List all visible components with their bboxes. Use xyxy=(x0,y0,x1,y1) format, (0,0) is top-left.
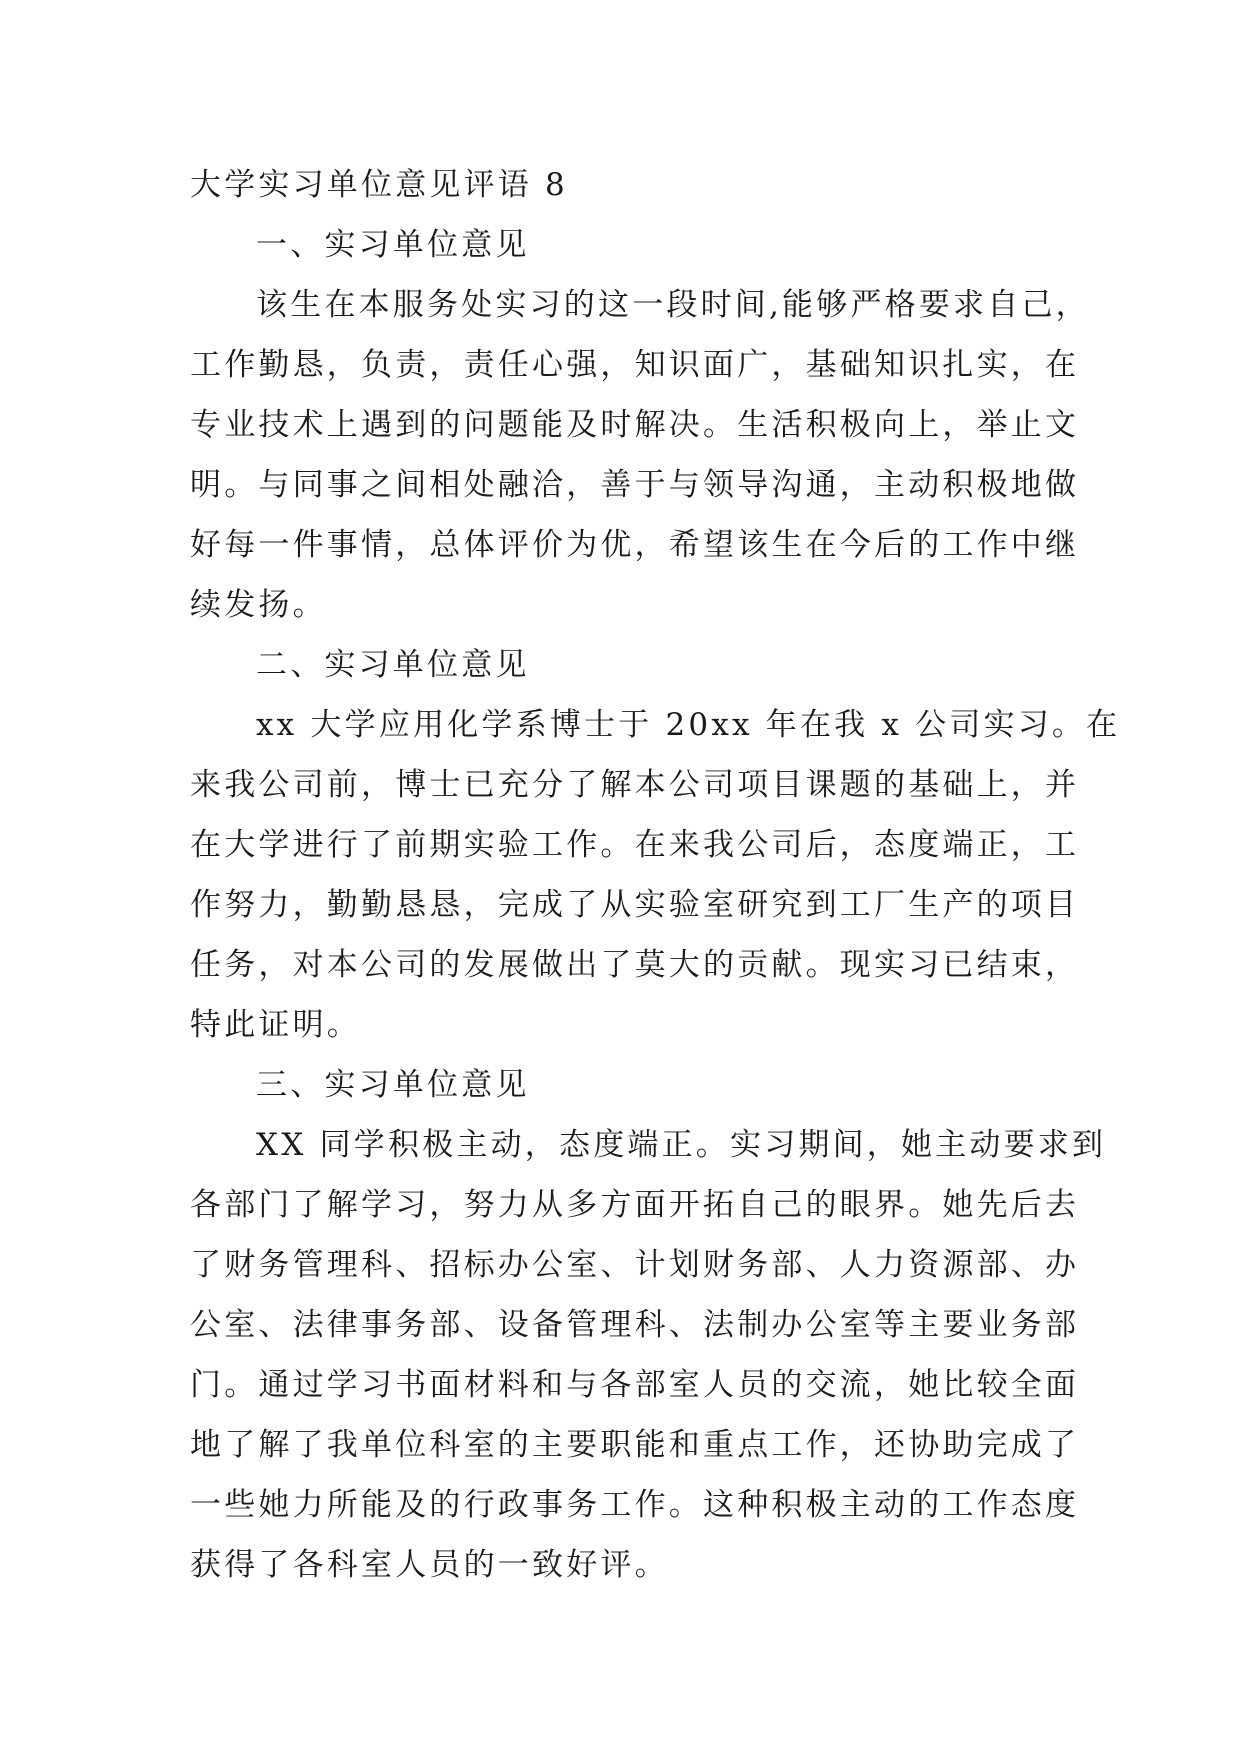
paragraph-line: 专业技术上遇到的问题能及时解决。生活积极向上，举止文 xyxy=(190,407,1080,443)
paragraph-line: 工作勤恳，负责，责任心强，知识面广，基础知识扎实，在 xyxy=(190,347,1080,383)
section-heading: 三、实习单位意见 xyxy=(256,1067,530,1103)
document-title: 大学实习单位意见评语 8 xyxy=(190,167,568,203)
paragraph-line: 该生在本服务处实习的这一段时间,能够严格要求自己， xyxy=(256,287,1090,323)
paragraph-line: 明。与同事之间相处融洽，善于与领导沟通，主动积极地做 xyxy=(190,467,1080,503)
paragraph-line: 作努力，勤勤恳恳，完成了从实验室研究到工厂生产的项目 xyxy=(190,887,1080,923)
paragraph-line: 来我公司前，博士已充分了解本公司项目课题的基础上，并 xyxy=(190,767,1080,803)
paragraph-line: 各部门了解学习，努力从多方面开拓自己的眼界。她先后去 xyxy=(190,1187,1080,1223)
section-heading: 一、实习单位意见 xyxy=(256,227,530,263)
paragraph-line: 在大学进行了前期实验工作。在来我公司后，态度端正，工 xyxy=(190,827,1080,863)
paragraph-line: 获得了各科室人员的一致好评。 xyxy=(190,1547,669,1583)
paragraph-line: 续发扬。 xyxy=(190,587,327,623)
paragraph-line: 公室、法律事务部、设备管理科、法制办公室等主要业务部 xyxy=(190,1307,1080,1343)
paragraph-line: 好每一件事情，总体评价为优，希望该生在今后的工作中继 xyxy=(190,527,1080,563)
paragraph-line: XX 同学积极主动，态度端正。实习期间，她主动要求到 xyxy=(256,1127,1107,1163)
paragraph-line: 任务，对本公司的发展做出了莫大的贡献。现实习已结束， xyxy=(190,947,1080,983)
paragraph-line: 地了解了我单位科室的主要职能和重点工作，还协助完成了 xyxy=(190,1427,1080,1463)
paragraph-line: 特此证明。 xyxy=(190,1007,361,1043)
paragraph-line: xx 大学应用化学系博士于 20xx 年在我 x 公司实习。在 xyxy=(256,707,1121,743)
section-heading: 二、实习单位意见 xyxy=(256,647,530,683)
paragraph-line: 门。通过学习书面材料和与各部室人员的交流，她比较全面 xyxy=(190,1367,1080,1403)
paragraph-line: 一些她力所能及的行政事务工作。这种积极主动的工作态度 xyxy=(190,1487,1080,1523)
paragraph-line: 了财务管理科、招标办公室、计划财务部、人力资源部、办 xyxy=(190,1247,1080,1283)
